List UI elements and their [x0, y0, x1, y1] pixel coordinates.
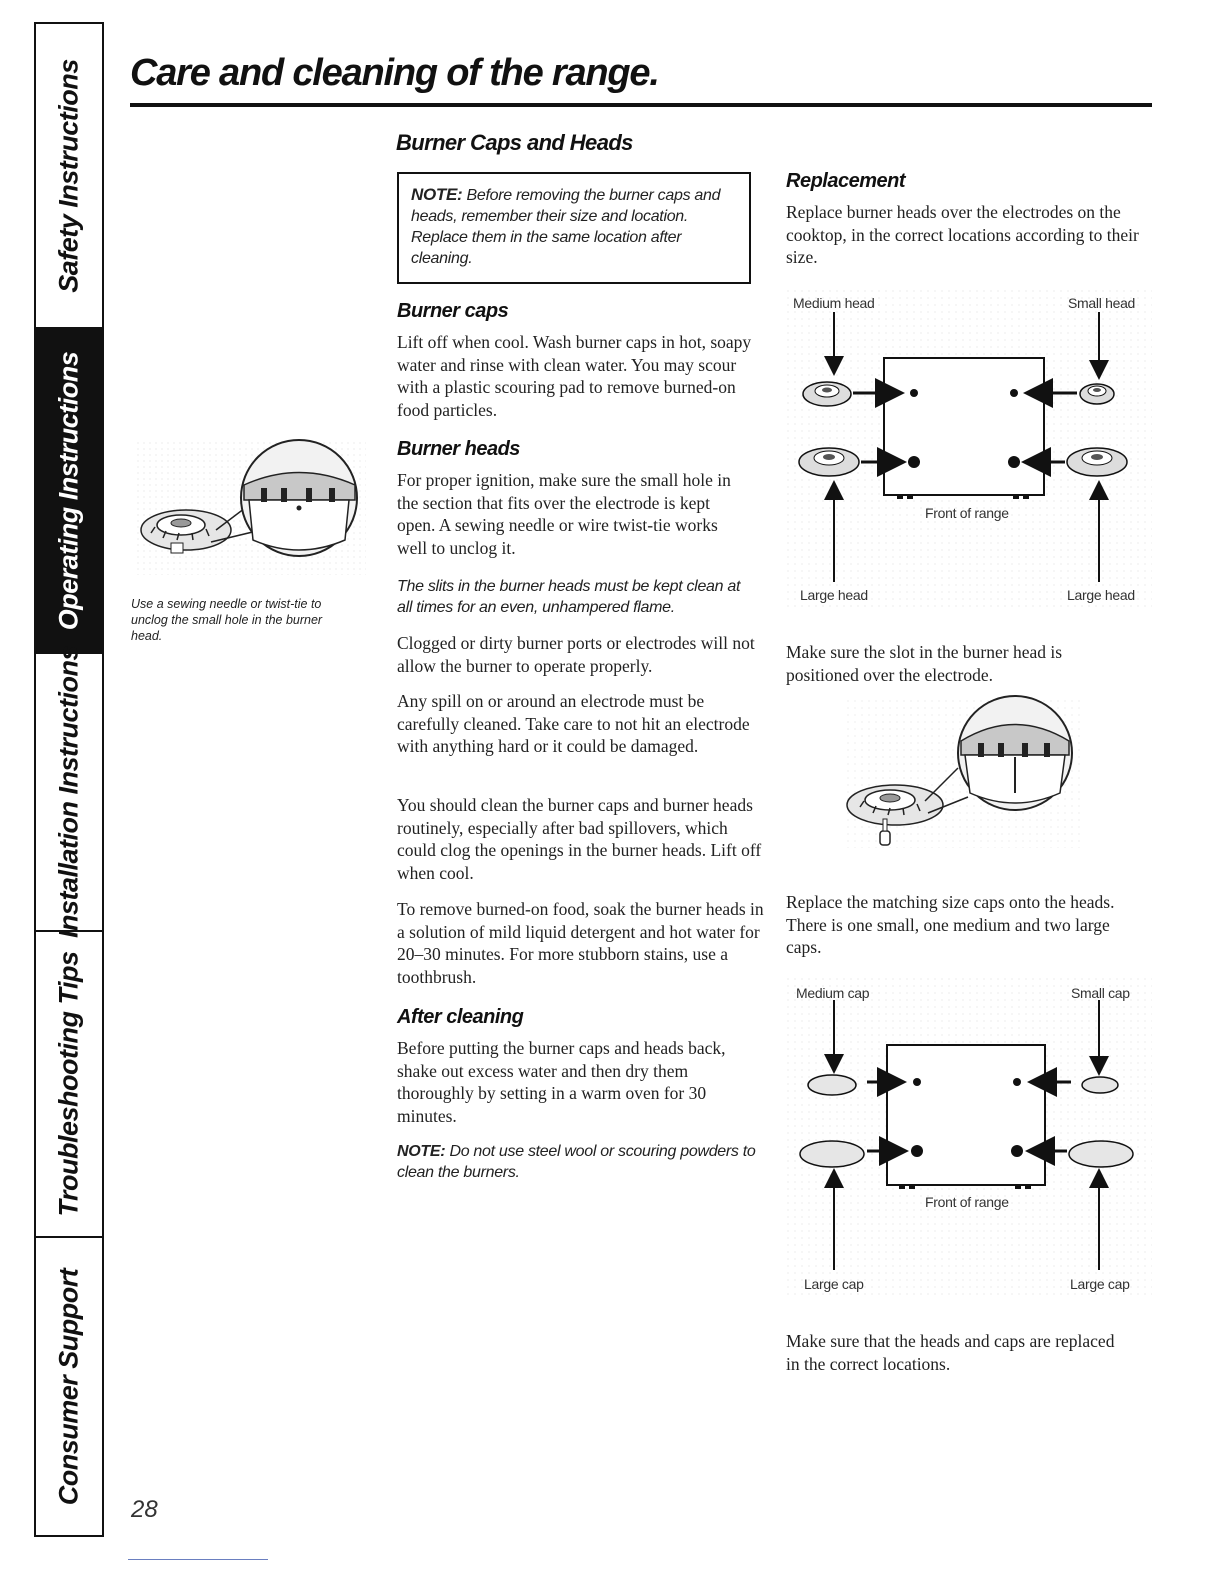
- burner-heads-text: For proper ignition, make sure the small hole in the section that fits over the electrode is kept open. A sewing needle or wire twist-tie works well to unclog it.: [397, 470, 731, 558]
- subheading-burner-heads: Burner heads: [397, 438, 520, 460]
- after-cleaning-note-lead: NOTE:: [397, 1143, 446, 1160]
- note-box: [397, 172, 751, 284]
- title-rule: [130, 103, 1152, 107]
- burner-heads-italic-note: The slits in the burner heads must be kept clean at all times for an even, unhampered flame.: [397, 578, 741, 616]
- after-cleaning-note-text: Do not use steel wool or scouring powders to clean the burners.: [397, 1143, 756, 1181]
- burner-heads-para-3: Any spill on or around an electrode must be carefully cleaned. Take care to not hit an electrode with anything hard or it could be damaged.: [397, 691, 750, 756]
- replacement-text-3: Replace the matching size caps onto the heads. There is one small, one medium and two large caps.: [786, 892, 1115, 957]
- note-lead: NOTE:: [411, 185, 463, 204]
- tab-label: Consumer Support: [53, 1268, 84, 1505]
- burner-caps-text: Lift off when cool. Wash burner caps in hot, soapy water and rinse with clean water. You may scour with a plastic scouring pad to remove burned-on food particles.: [397, 332, 752, 420]
- section-heading-burner-caps-and-heads: Burner Caps and Heads: [396, 130, 633, 155]
- burner-caps-layout-diagram: [787, 978, 1152, 1298]
- tab-label: Safety Instructions: [53, 58, 84, 293]
- burner-unclog-illustration: [131, 430, 371, 590]
- label-large-head-right: Large head: [1067, 587, 1135, 603]
- burner-heads-para-5: To remove burned-on food, soak the burner heads in a solution of mild liquid detergent and hot water for 20–30 minutes. For more stubborn stains, use a toothbrush.: [397, 899, 764, 987]
- tab-troubleshooting-tips[interactable]: [36, 932, 102, 1238]
- label-medium-head: Medium head: [793, 295, 875, 311]
- label-small-head: Small head: [1068, 295, 1136, 311]
- label-large-cap-left: Large cap: [804, 1276, 864, 1292]
- after-cleaning-note: [397, 1141, 757, 1183]
- label-front-of-range: Front of range: [925, 505, 1009, 521]
- replacement-text-2: Make sure the slot in the burner head is positioned over the electrode.: [786, 642, 1063, 685]
- replacement-text-1: Replace burner heads over the electrodes on the cooktop, in the correct locations according to their size.: [786, 202, 1139, 267]
- replacement-text-4: Make sure that the heads and caps are replaced in the correct locations.: [786, 1331, 1115, 1374]
- slot-over-electrode-illustration: [840, 693, 1090, 863]
- tab-label: Troubleshooting Tips: [53, 951, 84, 1217]
- figure-caption: Use a sewing needle or twist-tie to unclog the small hole in the burner head.: [131, 597, 323, 643]
- tab-label: Operating Instructions: [53, 351, 84, 630]
- tab-installation-instructions[interactable]: [36, 645, 102, 939]
- after-cleaning-text: Before putting the burner caps and heads back, shake out excess water and then dry them thoroughly by setting in a warm oven for 30 minutes.: [397, 1038, 726, 1126]
- subheading-after-cleaning: After cleaning: [397, 1006, 524, 1028]
- tab-consumer-support[interactable]: [36, 1238, 102, 1535]
- tab-operating-instructions[interactable]: [36, 329, 102, 654]
- tab-safety-instructions[interactable]: [36, 24, 102, 329]
- label-small-cap: Small cap: [1071, 985, 1130, 1001]
- burner-heads-para-2: Clogged or dirty burner ports or electrodes will not allow the burner to operate properly.: [397, 633, 755, 676]
- label-large-cap-right: Large cap: [1070, 1276, 1130, 1292]
- tab-label: Installation Instructions: [53, 645, 84, 939]
- page-number: 28: [131, 1496, 158, 1523]
- label-medium-cap: Medium cap: [796, 985, 870, 1001]
- label-front-of-range-caps: Front of range: [925, 1194, 1009, 1210]
- sidebar-tabs: [34, 22, 104, 1537]
- burner-heads-layout-diagram: [787, 290, 1152, 610]
- page-title: Care and cleaning of the range.: [130, 52, 659, 94]
- subheading-burner-caps: Burner caps: [397, 300, 509, 322]
- burner-heads-para-4: You should clean the burner caps and burner heads routinely, especially after bad spillovers, which could clog the openings in the burner heads. Lift off when cool.: [397, 795, 762, 883]
- footer-rule: [128, 1559, 268, 1560]
- subheading-replacement: Replacement: [786, 170, 905, 192]
- note-text: Before removing the burner caps and heads, remember their size and location. Replace them in the same location after cleaning.: [411, 187, 721, 267]
- label-large-head-left: Large head: [800, 587, 868, 603]
